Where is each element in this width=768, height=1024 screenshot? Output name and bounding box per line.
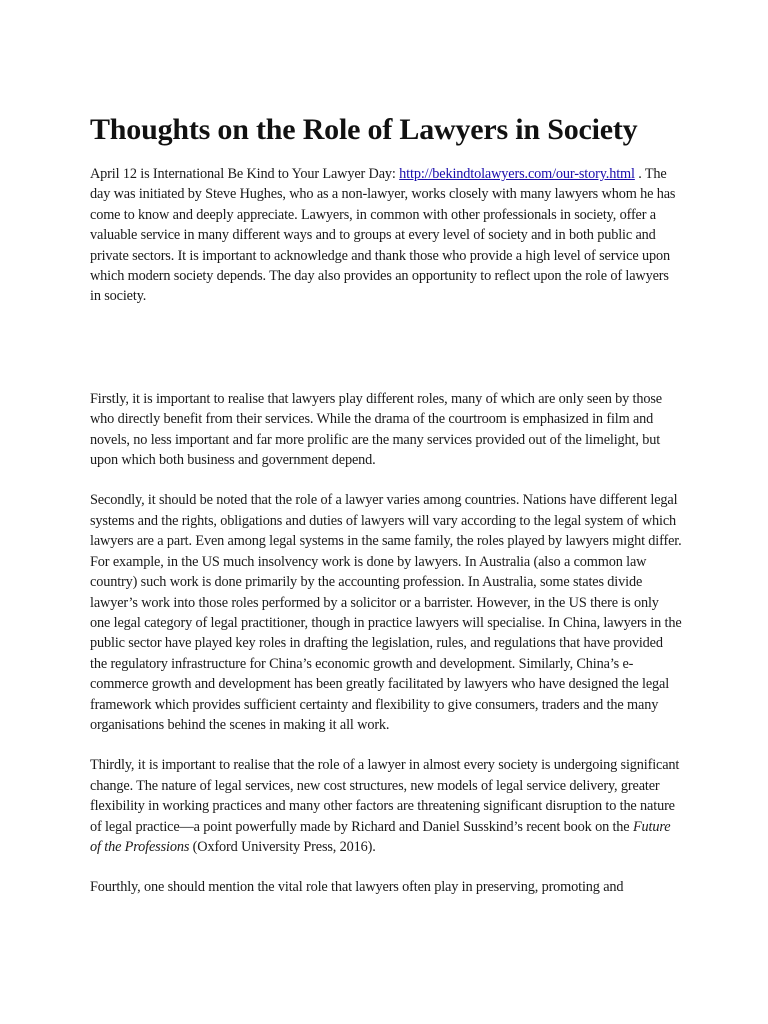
paragraph-intro-text-after: . The day was initiated by Steve Hughes, who as a non-lawyer, works closely with many lawyers whom he has come to know and deeply appreciate. Lawyers, in common with other professionals in society, offer a valuable service in many different ways and to groups at every level of society and in both public and private sectors. It is important to acknowledge and thank those who provide a high level of service upon which modern society depends. The day also provides an opportunity to reflect upon the role of lawyers in society.	[90, 166, 676, 305]
paragraph-thirdly-text-after: (Oxford University Press, 2016).	[189, 838, 376, 855]
paragraph-intro	[90, 164, 682, 307]
paragraph-thirdly-text-before: Thirdly, it is important to realise that the role of a lawyer in almost every society is undergoing significant change. The nature of legal services, new cost structures, new models of legal service delivery, greater flexibility in working practices and many other factors are threatening significant disruption to the nature of legal practice—a point powerfully made by Richard and Daniel Susskind’s recent book on the	[90, 757, 680, 835]
paragraph-firstly: Firstly, it is important to realise that lawyers play different roles, many of which are only seen by those who directly benefit from their services. While the drama of the courtroom is emphasized in film and novels, no less important and far more prolific are the many services provided out of the limelight, but upon which both business and government depend.	[90, 390, 662, 469]
paragraph-intro-text-before: April 12 is International Be Kind to Your Lawyer Day:	[90, 166, 400, 182]
document-page	[90, 0, 682, 898]
paragraph-secondly: Secondly, it should be noted that the role of a lawyer varies among countries. Nations have different legal systems and the rights, obligations and duties of lawyers will vary according to the legal system of which lawyers are a part. Even among legal systems in the same family, the roles played by lawyers might differ. For example, in the US much insolvency work is done by lawyers. In Australia (also a common law country) such work is done primarily by the accounting profession. In Australia, some states divide lawyer’s work into those roles performed by a solicitor or a barrister. However, in the US there is only one legal category of legal practitioner, though in practice lawyers will specialise. In China, lawyers in the public sector have played key roles in drafting the legislation, rules, and regulations that have provided the regulatory infrastructure for China’s economic growth and development. Similarly, China’s e-commerce growth and development has been greatly facilitated by lawyers who have designed the legal framework which provides sufficient certainty and flexibility to give consumers, traders and the many organisations behind the scenes in making it all work.	[90, 492, 682, 733]
bekindtolawyers-link[interactable]: http://bekindtolawyers.com/our-story.html	[399, 166, 635, 182]
paragraph-thirdly	[90, 755, 682, 857]
paragraph-fourthly: Fourthly, one should mention the vital role that lawyers often play in preserving, promoting and	[90, 879, 624, 896]
book-title: Future of the Professions	[90, 818, 671, 855]
page-title: Thoughts on the Role of Lawyers in Society	[90, 113, 638, 146]
